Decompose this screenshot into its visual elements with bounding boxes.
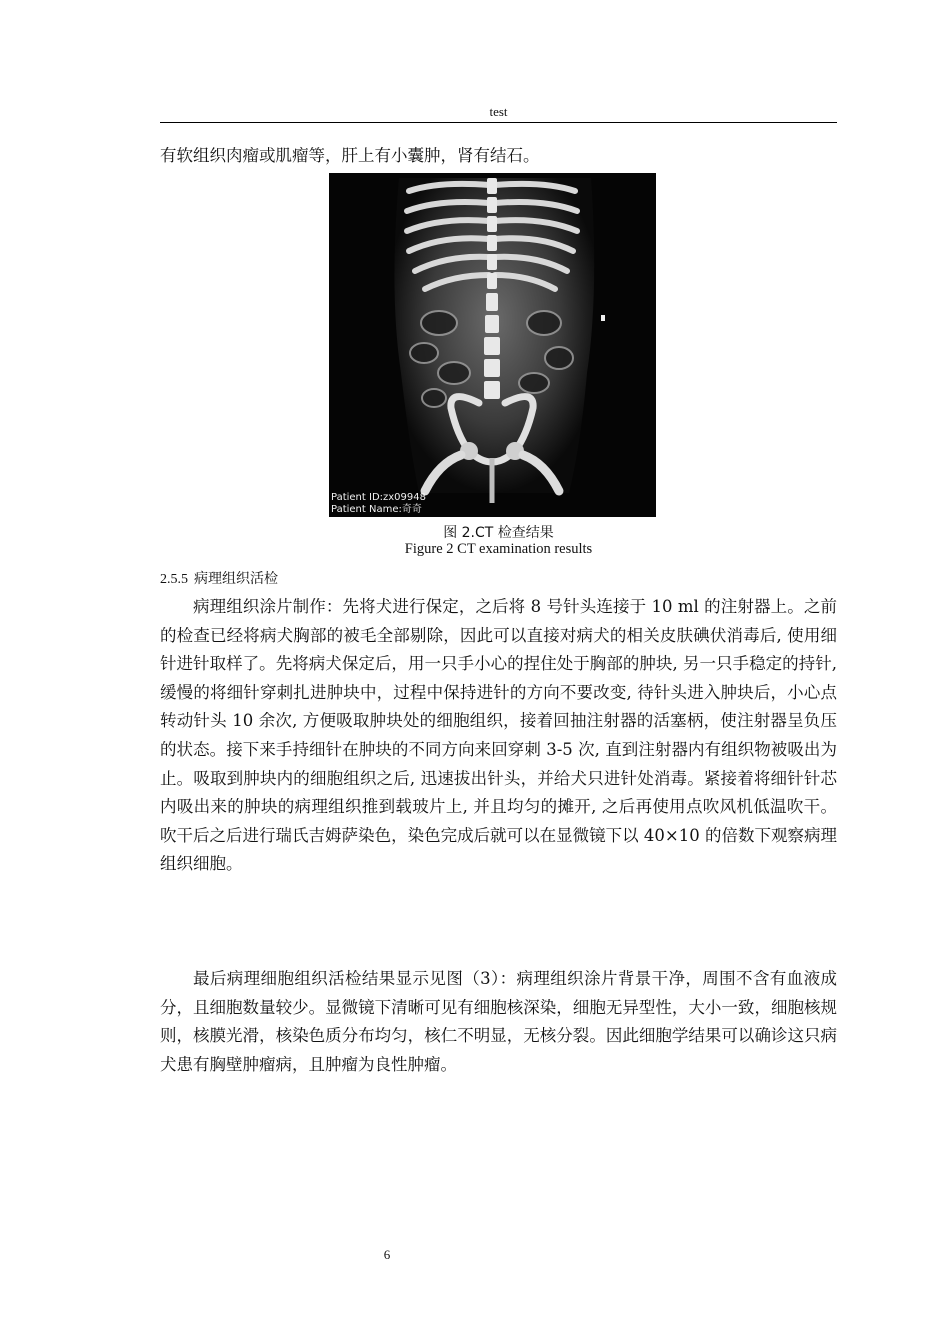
xray-drawing: [329, 173, 656, 517]
section-title: 病理组织活检: [194, 571, 278, 587]
page-number: 6: [383, 1247, 391, 1262]
page-header: test: [489, 104, 508, 119]
ct-xray-image: [329, 173, 656, 517]
section-heading: [160, 568, 278, 588]
header-rule: [160, 122, 837, 123]
section-number: 2.5.5: [160, 572, 188, 587]
body-paragraph: 病理组织涂片制作：先将犬进行保定，之后将 8 号针头连接于 10 ml 的注射器上。之前的检查已经将病犬胸部的被毛全部剔除，因此可以直接对病犬的相关皮肤碘伏消毒后, 使用细针进针取样了。先将病犬保定后，用一只手小心的捏住处于胸部的肿块, 另一只手稳定的持针, 缓慢的将细针穿刺扎进肿块中，过程中保持进针的方向不要改变, 待针头进入肿块后，小心点转动针头 10 余次, 方便吸取肿块处的细胞组织，接着回抽注射器的活塞柄，使注射器呈负压的状态。接下来手持细针在肿块的不同方向来回穿刺 3-5 次, 直到注射器内有组织物被吸出为止。吸取到肿块内的细胞组织之后, 迅速拔出针头，并给犬只进针处消毒。紧接着将细针针芯内吸出来的肿块的病理组织推到载玻片上, 并且均匀的摊开, 之后再使用点吹风机低温吹干。吹干后之后进行瑞氏吉姆萨染色，染色完成后就可以在显微镜下以 40×10 的倍数下观察病理组织细胞。: [160, 597, 837, 874]
intro-paragraph: 有软组织肉瘤或肌瘤等，肝上有小囊肿，肾有结石。: [160, 146, 540, 165]
figure-caption-cn: 图 2.CT 检查结果: [443, 525, 554, 541]
figure-caption-en: Figure 2 CT examination results: [404, 541, 593, 557]
body-paragraph: 最后病理细胞组织活检结果显示见图（3）：病理组织涂片背景干净，周围不含有血液成分，且细胞数量较少。显微镜下清晰可见有细胞核深染，细胞无异型性，大小一致，细胞核规则，核膜光滑，核染色质分布均匀，核仁不明显，无核分裂。因此细胞学结果可以确诊这只病犬患有胸壁肿瘤病，且肿瘤为良性肿瘤。: [160, 969, 837, 1074]
xray-patient-name: Patient Name:奇奇: [331, 504, 422, 515]
xray-patient-id: Patient ID:zx09948: [331, 492, 426, 503]
